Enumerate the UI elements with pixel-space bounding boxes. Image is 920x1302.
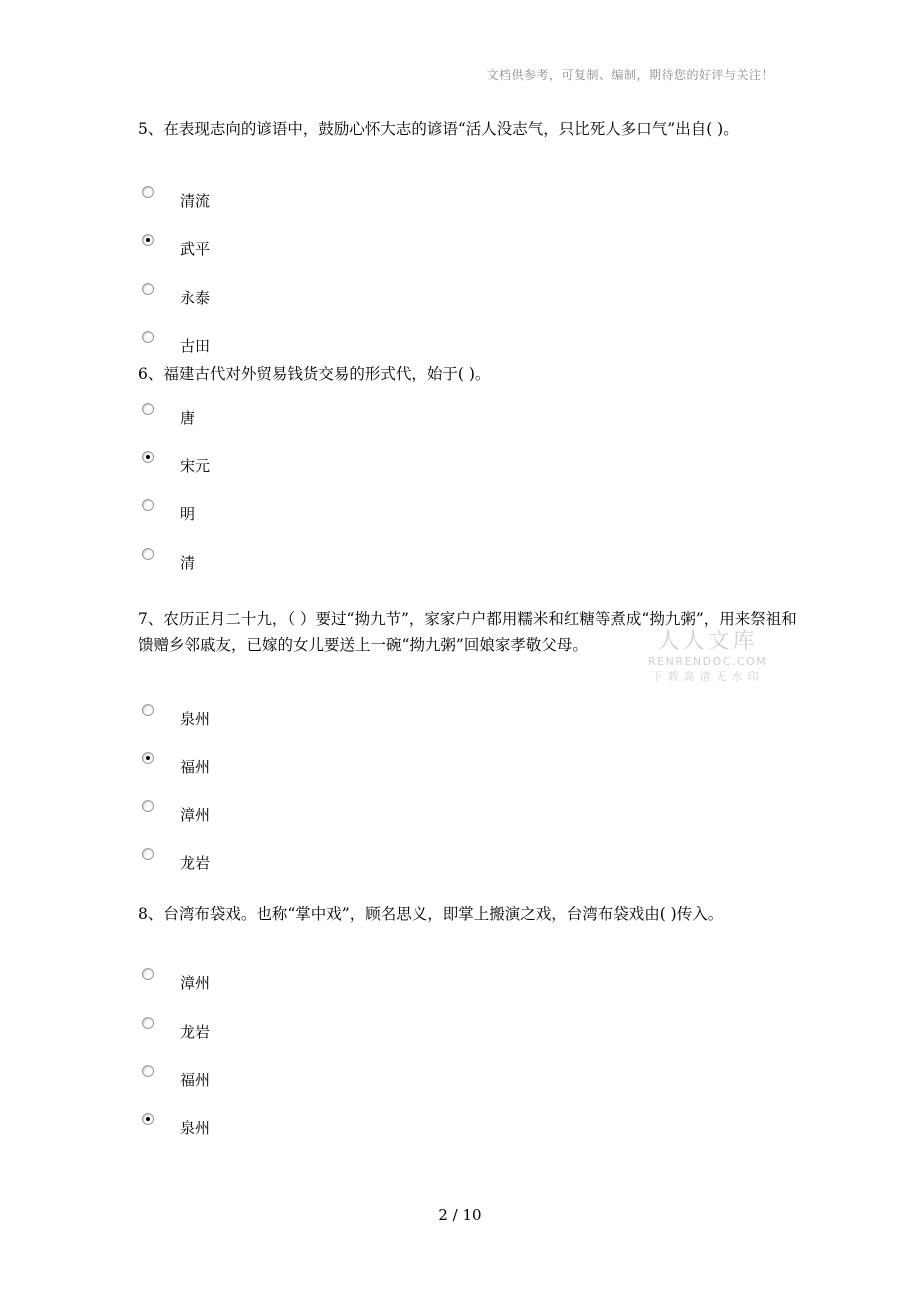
option-q7-1[interactable]	[142, 707, 210, 729]
option-q8-2[interactable]	[142, 1020, 210, 1042]
option-label: 清	[180, 553, 196, 572]
option-label: 宋元	[180, 456, 211, 475]
option-label: 福州	[180, 1070, 211, 1089]
option-label: 明	[180, 504, 196, 523]
radio-button[interactable]	[142, 1065, 154, 1077]
option-q8-3[interactable]	[142, 1068, 210, 1090]
option-label: 泉州	[180, 1118, 211, 1137]
radio-button[interactable]	[142, 499, 154, 511]
question-6: 6、福建古代对外贸易钱货交易的形式代，始于( )。	[138, 365, 491, 383]
radio-button[interactable]	[142, 848, 154, 860]
option-label: 古田	[180, 336, 211, 355]
radio-button-selected[interactable]	[142, 451, 154, 463]
option-label: 漳州	[180, 973, 211, 992]
option-label: 龙岩	[180, 853, 211, 872]
option-q8-4[interactable]	[142, 1116, 210, 1138]
radio-button-selected[interactable]	[142, 1113, 154, 1125]
option-label: 武平	[180, 239, 211, 258]
option-label: 漳州	[180, 805, 211, 824]
radio-button[interactable]	[142, 548, 154, 560]
radio-button-selected[interactable]	[142, 234, 154, 246]
option-label: 清流	[180, 191, 211, 210]
option-q5-2[interactable]	[142, 237, 210, 259]
radio-button[interactable]	[142, 1017, 154, 1029]
radio-button[interactable]	[142, 186, 154, 198]
option-label: 唐	[180, 408, 196, 427]
page-number: 2 / 10	[438, 1206, 482, 1224]
radio-button[interactable]	[142, 283, 154, 295]
question-8: 8、台湾布袋戏。也称“掌中戏”，顾名思义，即掌上搬演之戏，台湾布袋戏由( )传入。	[138, 905, 724, 923]
option-q7-4[interactable]	[142, 851, 210, 873]
radio-button[interactable]	[142, 331, 154, 343]
header-note: 文档供参考，可复制、编制，期待您的好评与关注！	[486, 68, 774, 82]
watermark	[648, 624, 767, 684]
option-q5-3[interactable]	[142, 286, 210, 308]
radio-button[interactable]	[142, 403, 154, 415]
option-label: 龙岩	[180, 1022, 211, 1041]
option-label: 福州	[180, 757, 211, 776]
option-q7-3[interactable]	[142, 803, 210, 825]
radio-button[interactable]	[142, 800, 154, 812]
option-q6-3[interactable]	[142, 502, 195, 524]
option-q5-4[interactable]	[142, 334, 210, 356]
watermark-title: 人人文库	[657, 629, 758, 654]
watermark-subtitle: 下载高清无水印	[651, 670, 764, 683]
option-q6-2[interactable]	[142, 454, 210, 476]
option-q5-1[interactable]	[142, 189, 210, 211]
radio-button[interactable]	[142, 968, 154, 980]
radio-button[interactable]	[142, 704, 154, 716]
option-q8-1[interactable]	[142, 971, 210, 993]
option-q7-2[interactable]	[142, 755, 210, 777]
watermark-url: RENRENDOC.COM	[648, 655, 768, 668]
option-q6-4[interactable]	[142, 551, 195, 573]
question-5: 5、在表现志向的谚语中，鼓励心怀大志的谚语“活人没志气，只比死人多口气”出自( )。	[138, 120, 739, 138]
option-label: 永泰	[180, 288, 211, 307]
radio-button-selected[interactable]	[142, 752, 154, 764]
question-7: 7、农历正月二十九，（ ）要过“拗九节”，家家户户都用糯米和红糖等煮成“拗九粥”，用来祭祖和馈赠乡邻戚友，已嫁的女儿要送上一碗“拗九粥”回娘家孝敬父母。	[138, 610, 797, 654]
option-q6-1[interactable]	[142, 406, 195, 428]
option-label: 泉州	[180, 709, 211, 728]
